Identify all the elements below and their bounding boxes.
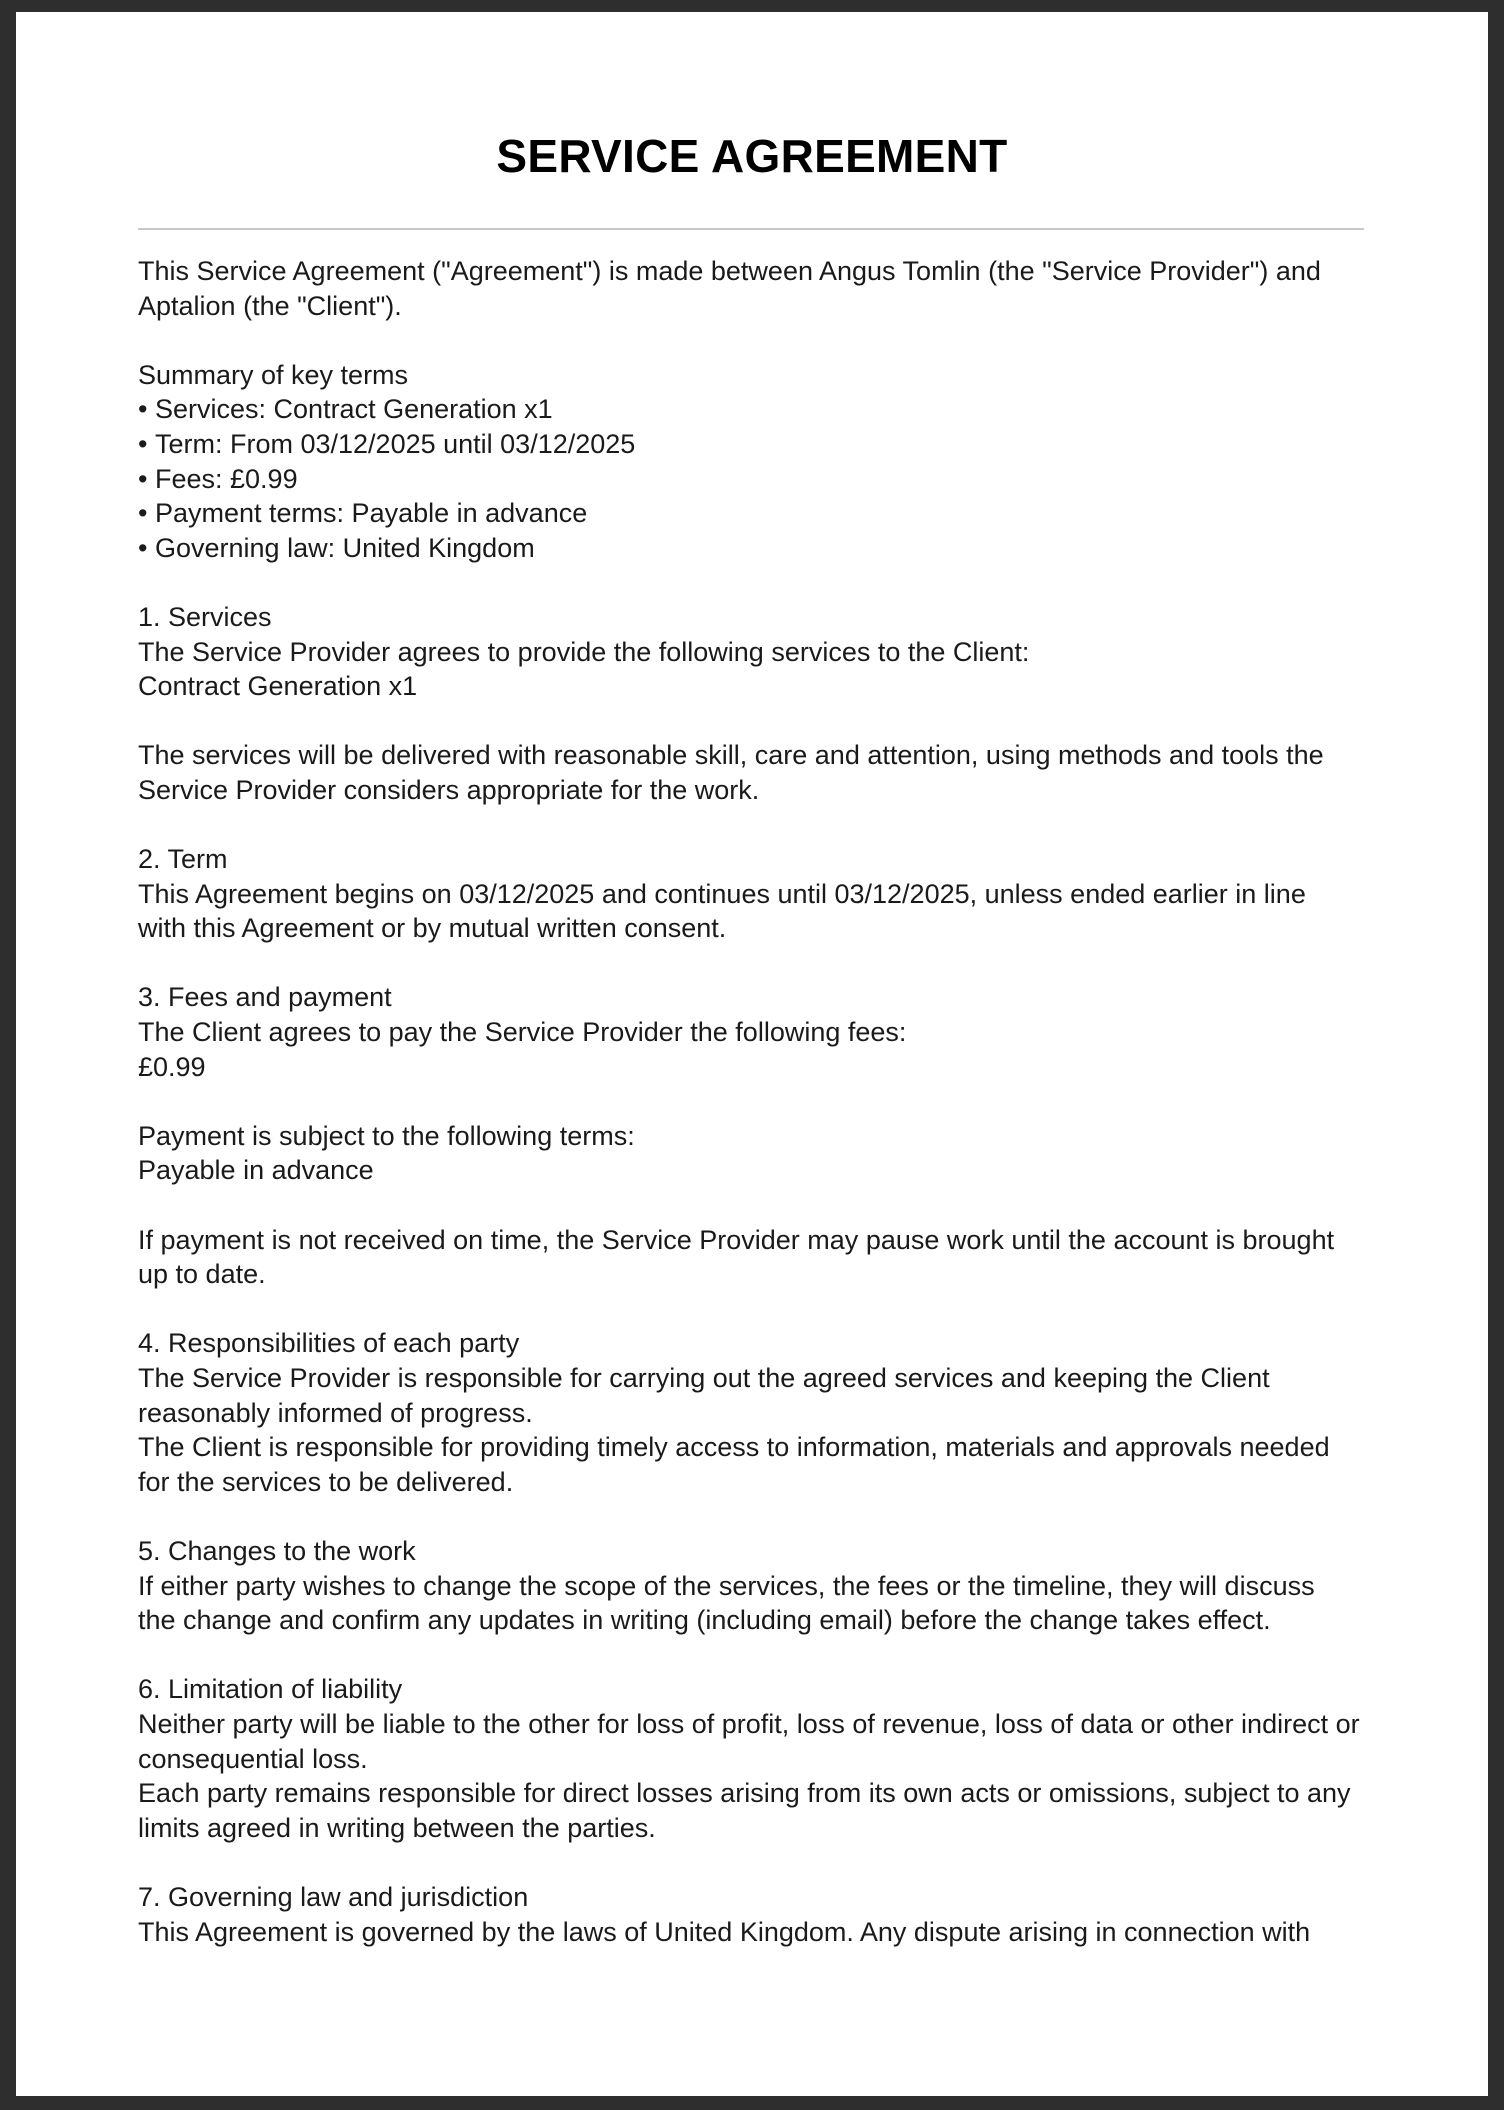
intro-line: This Service Agreement ("Agreement") is made between Angus Tomlin (the "Service Provider") and <box>138 256 1321 286</box>
section-text-line: Neither party will be liable to the other for loss of profit, loss of revenue, loss of data or other indirect or <box>138 1708 1360 1739</box>
section-text-line: Payment is subject to the following terms: <box>138 1120 635 1151</box>
bullet-icon: • <box>138 428 148 459</box>
section-governing-law <box>138 1880 1388 1949</box>
section-text-line: If payment is not received on time, the Service Provider may pause work until the account is brought <box>138 1224 1335 1255</box>
summary-block <box>138 358 1388 566</box>
section-responsibilities <box>138 1326 1388 1499</box>
section-text-line: for the services to be delivered. <box>138 1466 514 1497</box>
section-text-line: £0.99 <box>138 1051 206 1082</box>
summary-item-text: Payment terms: Payable in advance <box>155 498 588 529</box>
paragraph-gap <box>138 565 1388 600</box>
section-heading: 4. Responsibilities of each party <box>138 1328 520 1359</box>
summary-item-text: Fees: £0.99 <box>155 463 298 494</box>
summary-item-fees <box>138 462 1388 497</box>
summary-item-text: Governing law: United Kingdom <box>155 532 535 563</box>
summary-item-payment-terms <box>138 496 1388 531</box>
section-heading: 5. Changes to the work <box>138 1535 416 1566</box>
paragraph-gap <box>138 808 1388 843</box>
paragraph-gap <box>138 946 1388 981</box>
section-text-line: The Client agrees to pay the Service Provider the following fees: <box>138 1017 907 1048</box>
summary-item-governing-law <box>138 531 1388 566</box>
section-text-line: The services will be delivered with reasonable skill, care and attention, using methods and tools the <box>138 740 1324 771</box>
section-services <box>138 600 1388 808</box>
section-heading: 2. Term <box>138 844 228 875</box>
section-text-line: Payable in advance <box>138 1155 374 1186</box>
section-text-line: with this Agreement or by mutual written consent. <box>138 913 727 944</box>
section-text-line: The Client is responsible for providing timely access to information, materials and approvals needed <box>138 1432 1330 1463</box>
section-text-line: limits agreed in writing between the parties. <box>138 1812 656 1843</box>
summary-item-text: Services: Contract Generation x1 <box>155 394 553 425</box>
summary-item-text: Term: From 03/12/2025 until 03/12/2025 <box>155 428 636 459</box>
intro-paragraph <box>138 254 1388 323</box>
document-page <box>16 12 1488 2096</box>
paragraph-gap <box>138 704 1388 739</box>
summary-item-services <box>138 392 1388 427</box>
section-text-line: The Service Provider agrees to provide the following services to the Client: <box>138 636 1030 667</box>
paragraph-gap <box>138 1499 1388 1534</box>
paragraph-gap <box>138 1845 1388 1880</box>
section-text-line: This Agreement is governed by the laws of United Kingdom. Any dispute arising in connection with <box>138 1916 1311 1947</box>
paragraph-gap <box>138 1292 1388 1327</box>
section-text-line: This Agreement begins on 03/12/2025 and continues until 03/12/2025, unless ended earlier in line <box>138 878 1306 909</box>
title-divider <box>138 228 1364 230</box>
summary-item-term <box>138 427 1388 462</box>
section-limitation-of-liability <box>138 1672 1388 1845</box>
section-heading: 1. Services <box>138 601 272 632</box>
section-text-line: If either party wishes to change the scope of the services, the fees or the timeline, they will discuss <box>138 1570 1315 1601</box>
section-heading: 6. Limitation of liability <box>138 1674 403 1705</box>
section-heading: 7. Governing law and jurisdiction <box>138 1881 529 1912</box>
section-text-line: Service Provider considers appropriate for the work. <box>138 774 760 805</box>
section-heading: 3. Fees and payment <box>138 982 392 1013</box>
section-text-line: Contract Generation x1 <box>138 671 418 702</box>
section-text-line: consequential loss. <box>138 1743 368 1774</box>
section-text-line: Each party remains responsible for direct losses arising from its own acts or omissions, subject to any <box>138 1778 1351 1809</box>
bullet-icon: • <box>138 463 148 494</box>
document-body <box>138 254 1388 1949</box>
section-text-line: The Service Provider is responsible for carrying out the agreed services and keeping the Client <box>138 1363 1270 1393</box>
paragraph-gap <box>138 1638 1388 1673</box>
section-text-line: the change and confirm any updates in writing (including email) before the change takes effect. <box>138 1605 1271 1636</box>
summary-heading: Summary of key terms <box>138 359 409 390</box>
bullet-icon: • <box>138 394 148 425</box>
bullet-icon: • <box>138 532 148 563</box>
intro-line: Aptalion (the "Client"). <box>138 290 402 321</box>
section-term <box>138 842 1388 946</box>
section-fees-and-payment <box>138 980 1388 1291</box>
section-text-line: up to date. <box>138 1259 266 1290</box>
document-title: SERVICE AGREEMENT <box>496 130 1008 182</box>
section-text-line: reasonably informed of progress. <box>138 1397 533 1428</box>
bullet-icon: • <box>138 498 148 529</box>
section-changes-to-work <box>138 1534 1388 1638</box>
paragraph-gap <box>138 1188 1388 1223</box>
paragraph-gap <box>138 323 1388 358</box>
paragraph-gap <box>138 1084 1388 1119</box>
